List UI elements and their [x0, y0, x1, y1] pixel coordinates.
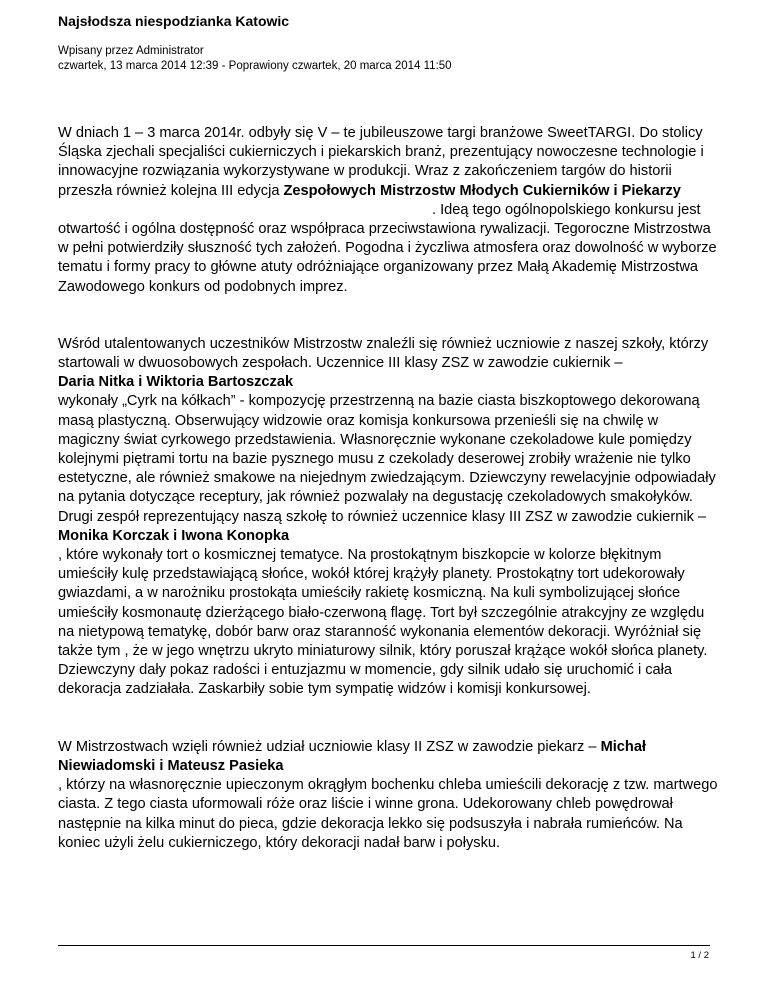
p2-text-c: , które wykonały tort o kosmicznej tematyce. Na prostokątnym biszkopcie w kolorze błękitnym umieściły kulę przedstawiającą słońce, wokół której krążyły planety. Prostokątny tort udekorowały gwiazdami, a w narożniku prostokąta umieściły rakietę kosmiczną. Na kuli symbolizującej słońce umieściły kosmonautę dzierżącego biało-czerwoną flagę. Tort był szczególnie atrakcyjny ze względu na nietypową tematykę, dobór barw oraz staranność wykonania elementów dekoracji. Wyróżniał się także tym , że w jego wnętrzu ukryto miniaturowy silnik, który poruszał krążące wokół słońca planety. Dziewczyny dały pokaz radości i entuzjazmu w momencie, gdy silnik udało się uruchomić i cała dekoracja zadziałała. Zaskarbiły sobie tym sympatię widzów i komisji konkursowej. [58, 547, 708, 698]
team-2-names: Monika Korczak i Iwona Konopka [58, 527, 290, 544]
paragraph-3 [58, 738, 718, 853]
footer-divider [58, 945, 710, 946]
article-title: Najsłodsza niespodzianka Katowic [58, 13, 290, 29]
p3-text-a: W Mistrzostwach wzięli również udział uczniowie klasy II ZSZ w zawodzie piekarz – [58, 738, 601, 755]
article-body [58, 124, 718, 853]
p1-text-b: . Ideą tego ogólnopolskiego konkursu jest otwartość i ogólna dostępność oraz współpraca przeciwstawiona rywalizacji. Tegoroczne Mistrzostwa w pełni potwierdziły słuszność tych założeń. Pogodna i życzliwa atmosfera oraz dowolność w wyborze tematu i formy pracy to główne atuty odróżniające organizowany przez Małą Akademię Mistrzostwa Zawodowego konkurs od podobnych imprez. [58, 201, 717, 295]
paragraph-1 [58, 124, 718, 297]
author-line: Wpisany przez Administrator [58, 45, 204, 57]
p2-text-a: Wśród utalentowanych uczestników Mistrzostw znaleźli się również uczniowie z naszej szkoły, którzy startowali w dwuosobowych zespołach. Uczennice III klasy ZSZ w zawodzie cukiernik – [58, 335, 709, 372]
p3-text-b: , którzy na własnoręcznie upieczonym okrągłym bochenku chleba umieścili dekorację z tzw. martwego ciasta. Z tego ciasta uformowali róże oraz liście i winne grona. Udekorowany chleb powędrował następnie na kilka minut do pieca, gdzie dekoracja lekko się podsuszyła i nabrała rumieńców. Na koniec użyli żelu cukierniczego, który dekoracji nadał barw i połysku. [58, 777, 718, 851]
page-number: 1 / 2 [690, 950, 709, 961]
date-line: czwartek, 13 marca 2014 12:39 - Poprawiony czwartek, 20 marca 2014 11:50 [58, 60, 452, 72]
team-3-names: Michał Niewiadomski i Mateusz Pasieka [58, 738, 646, 774]
team-1-names: Daria Nitka i Wiktoria Bartoszczak [58, 374, 294, 391]
championship-name: Zespołowych Mistrzostw Młodych Cukierników i Piekarzy [283, 182, 681, 199]
p1-text-a: W dniach 1 – 3 marca 2014r. odbyły się V – te jubileuszowe targi branżowe SweetTARGI. Do stolicy Śląska zjechali specjaliści cukierniczych i piekarskich branż, prezentujący nowoczesne technologie i innowacyjne rozwiązania wykorzystywane w produkcji. Wraz z zakończeniem targów do historii przeszła również kolejna III edycja [58, 125, 704, 199]
article-meta [58, 44, 452, 74]
paragraph-2 [58, 335, 718, 700]
p2-text-b: wykonały „Cyrk na kółkach” - kompozycję przestrzenną na bazie ciasta biszkoptowego dekorowaną masą plastyczną. Obserwujący widzowie oraz komisja konkursowa przenieśli się na chwilę w magiczny świat cyrkowego przedstawienia. Własnoręcznie wykonane czekoladowe kule pomiędzy kolejnymi piętrami tortu na bazie pysznego musu z czekolady deserowej zrobiły wrażenie nie tylko estetyczne, ale również smakowe na niejednym zwiedzającym. Dziewczyny rewelacyjnie odpowiadały na pytania dotyczące receptury, jak również pozwalały na degustację czekoladowych smakołyków. Drugi zespół reprezentujący naszą szkołę to również uczennice klasy III ZSZ w zawodzie cukiernik – [58, 393, 716, 525]
